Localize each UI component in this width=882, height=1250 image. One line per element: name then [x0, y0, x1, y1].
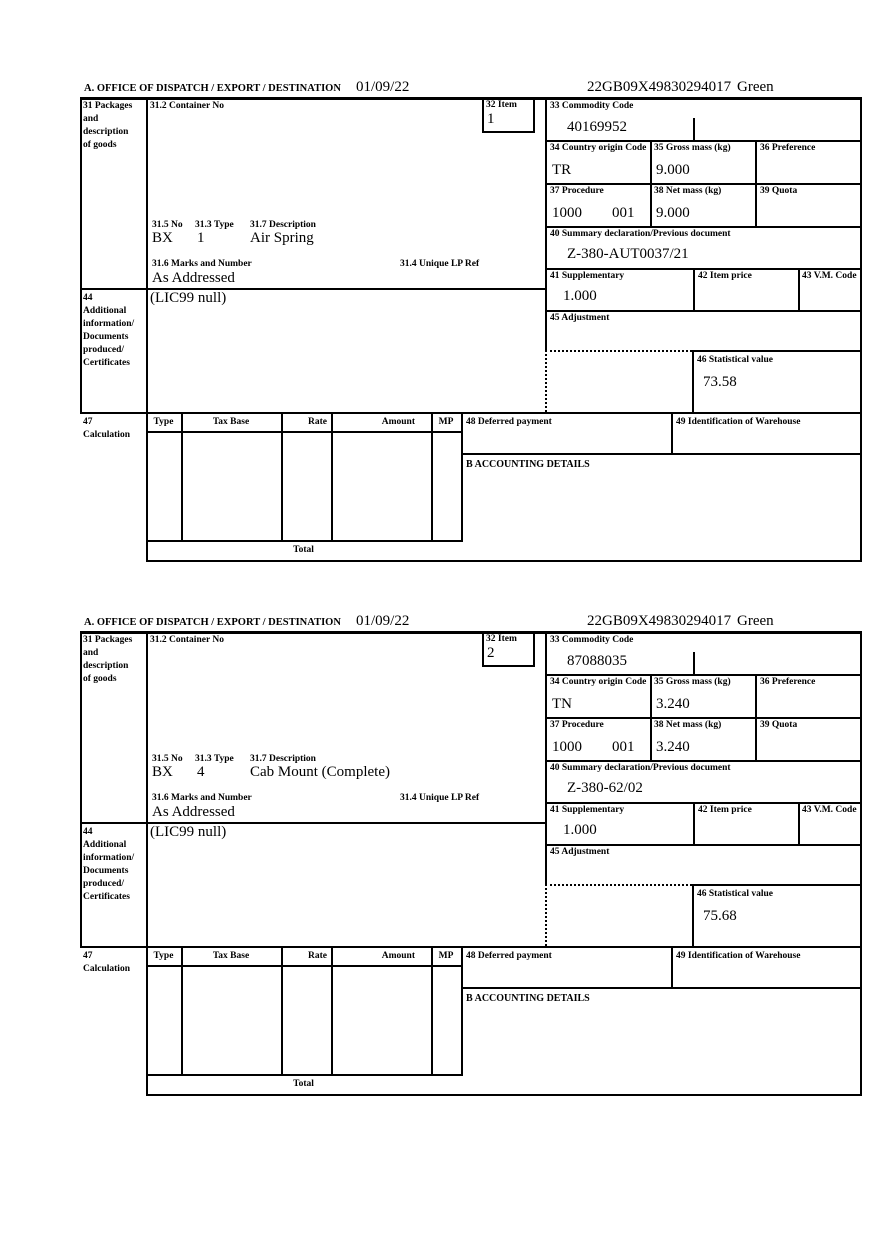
previous-document-label: 40 Summary declaration/Previous document — [550, 229, 731, 239]
col-rate: Rate — [308, 951, 327, 961]
accounting-details-label: B ACCOUNTING DETAILS — [466, 993, 590, 1004]
col-amount: Amount — [381, 951, 415, 961]
office-of-dispatch-label: A. OFFICE OF DISPATCH / EXPORT / DESTINATION — [84, 617, 341, 628]
procedure-code-2: 001 — [612, 739, 635, 755]
package-count: BX — [152, 764, 173, 780]
declaration-item-block-2 — [80, 612, 862, 1094]
deferred-payment-label: 48 Deferred payment — [466, 417, 552, 427]
supplementary-label: 41 Supplementary — [550, 805, 625, 815]
item-price-label: 42 Item price — [698, 805, 752, 815]
office-of-dispatch-label: A. OFFICE OF DISPATCH / EXPORT / DESTINATION — [84, 83, 341, 94]
adjustment-label: 45 Adjustment — [550, 313, 610, 323]
statistical-value: 73.58 — [703, 374, 737, 390]
adjustment-label: 45 Adjustment — [550, 847, 610, 857]
warehouse-id-label: 49 Identification of Warehouse — [676, 417, 801, 427]
procedure-label: 37 Procedure — [550, 186, 604, 196]
packages-label: 31 Packages and description of goods — [83, 635, 133, 684]
col-rate: Rate — [308, 417, 327, 427]
net-mass-label: 38 Net mass (kg) — [654, 186, 722, 196]
description-label: 31.7 Description — [250, 754, 316, 764]
package-type-label: 31.3 Type — [195, 754, 234, 764]
acceptance-date: 01/09/22 — [356, 613, 410, 629]
commodity-code-label: 33 Commodity Code — [550, 101, 634, 111]
packages-label: 31 Packages and description of goods — [83, 101, 133, 150]
lp-ref-label: 31.4 Unique LP Ref — [400, 793, 480, 803]
col-amount: Amount — [381, 417, 415, 427]
item-box-label: 32 Item — [486, 100, 517, 110]
lp-ref-label: 31.4 Unique LP Ref — [400, 259, 480, 269]
description-label: 31.7 Description — [250, 220, 316, 230]
routing-indicator: Green — [737, 79, 774, 95]
previous-document-label: 40 Summary declaration/Previous document — [550, 763, 731, 773]
goods-description: Cab Mount (Complete) — [250, 764, 390, 780]
col-tax-base: Tax Base — [212, 951, 250, 961]
net-mass: 3.240 — [656, 739, 690, 755]
vm-code-label: 43 V.M. Code — [802, 271, 857, 281]
supplementary-units: 1.000 — [563, 822, 597, 838]
commodity-code: 40169952 — [567, 119, 627, 135]
country-origin-label: 34 Country origin Code — [550, 143, 647, 153]
acceptance-date: 01/09/22 — [356, 79, 410, 95]
total-label: Total — [293, 1079, 314, 1089]
gross-mass-label: 35 Gross mass (kg) — [654, 143, 731, 153]
supplementary-label: 41 Supplementary — [550, 271, 625, 281]
container-no-label: 31.2 Container No — [150, 101, 224, 111]
quota-label: 39 Quota — [760, 186, 798, 196]
col-type: Type — [153, 951, 174, 961]
commodity-code-label: 33 Commodity Code — [550, 635, 634, 645]
goods-description: Air Spring — [250, 230, 314, 246]
marks-value: As Addressed — [152, 270, 235, 286]
net-mass-label: 38 Net mass (kg) — [654, 720, 722, 730]
calculation-label: 47 Calculation — [83, 417, 130, 440]
marks-label: 31.6 Marks and Number — [152, 793, 252, 803]
additional-info-label: 44 Additional information/ Documents produced/ Certificates — [83, 293, 135, 368]
mrn-number: 22GB09X49830294017 — [587, 79, 732, 95]
statistical-value-label: 46 Statistical value — [697, 355, 773, 365]
country-origin-code: TR — [552, 162, 572, 178]
package-count-label: 31.5 No — [152, 754, 183, 764]
item-number: 1 — [487, 111, 495, 127]
preference-label: 36 Preference — [760, 143, 816, 153]
statistical-value-label: 46 Statistical value — [697, 889, 773, 899]
statistical-value: 75.68 — [703, 908, 737, 924]
additional-info: (LIC99 null) — [150, 290, 227, 306]
marks-value: As Addressed — [152, 804, 235, 820]
item-box-label: 32 Item — [486, 634, 517, 644]
mrn-number: 22GB09X49830294017 — [587, 613, 732, 629]
gross-mass: 9.000 — [656, 162, 690, 178]
procedure-code: 1000 — [552, 205, 582, 221]
preference-label: 36 Preference — [760, 677, 816, 687]
col-tax-base: Tax Base — [212, 417, 250, 427]
declaration-item-block-1 — [80, 78, 862, 560]
previous-document: Z-380-AUT0037/21 — [567, 246, 689, 262]
package-count: BX — [152, 230, 173, 246]
additional-info: (LIC99 null) — [150, 824, 227, 840]
col-mp: MP — [438, 951, 454, 961]
procedure-code-2: 001 — [612, 205, 635, 221]
container-no-label: 31.2 Container No — [150, 635, 224, 645]
supplementary-units: 1.000 — [563, 288, 597, 304]
package-type-label: 31.3 Type — [195, 220, 234, 230]
package-kind: 4 — [197, 764, 205, 780]
package-kind: 1 — [197, 230, 205, 246]
item-number: 2 — [487, 645, 495, 661]
procedure-code: 1000 — [552, 739, 582, 755]
quota-label: 39 Quota — [760, 720, 798, 730]
accounting-details-label: B ACCOUNTING DETAILS — [466, 459, 590, 470]
vm-code-label: 43 V.M. Code — [802, 805, 857, 815]
marks-label: 31.6 Marks and Number — [152, 259, 252, 269]
additional-info-label: 44 Additional information/ Documents produced/ Certificates — [83, 827, 135, 902]
package-count-label: 31.5 No — [152, 220, 183, 230]
country-origin-code: TN — [552, 696, 572, 712]
commodity-code: 87088035 — [567, 653, 627, 669]
routing-indicator: Green — [737, 613, 774, 629]
procedure-label: 37 Procedure — [550, 720, 604, 730]
deferred-payment-label: 48 Deferred payment — [466, 951, 552, 961]
country-origin-label: 34 Country origin Code — [550, 677, 647, 687]
item-price-label: 42 Item price — [698, 271, 752, 281]
calculation-label: 47 Calculation — [83, 951, 130, 974]
gross-mass-label: 35 Gross mass (kg) — [654, 677, 731, 687]
gross-mass: 3.240 — [656, 696, 690, 712]
warehouse-id-label: 49 Identification of Warehouse — [676, 951, 801, 961]
col-type: Type — [153, 417, 174, 427]
col-mp: MP — [438, 417, 454, 427]
net-mass: 9.000 — [656, 205, 690, 221]
previous-document: Z-380-62/02 — [567, 780, 643, 796]
total-label: Total — [293, 545, 314, 555]
